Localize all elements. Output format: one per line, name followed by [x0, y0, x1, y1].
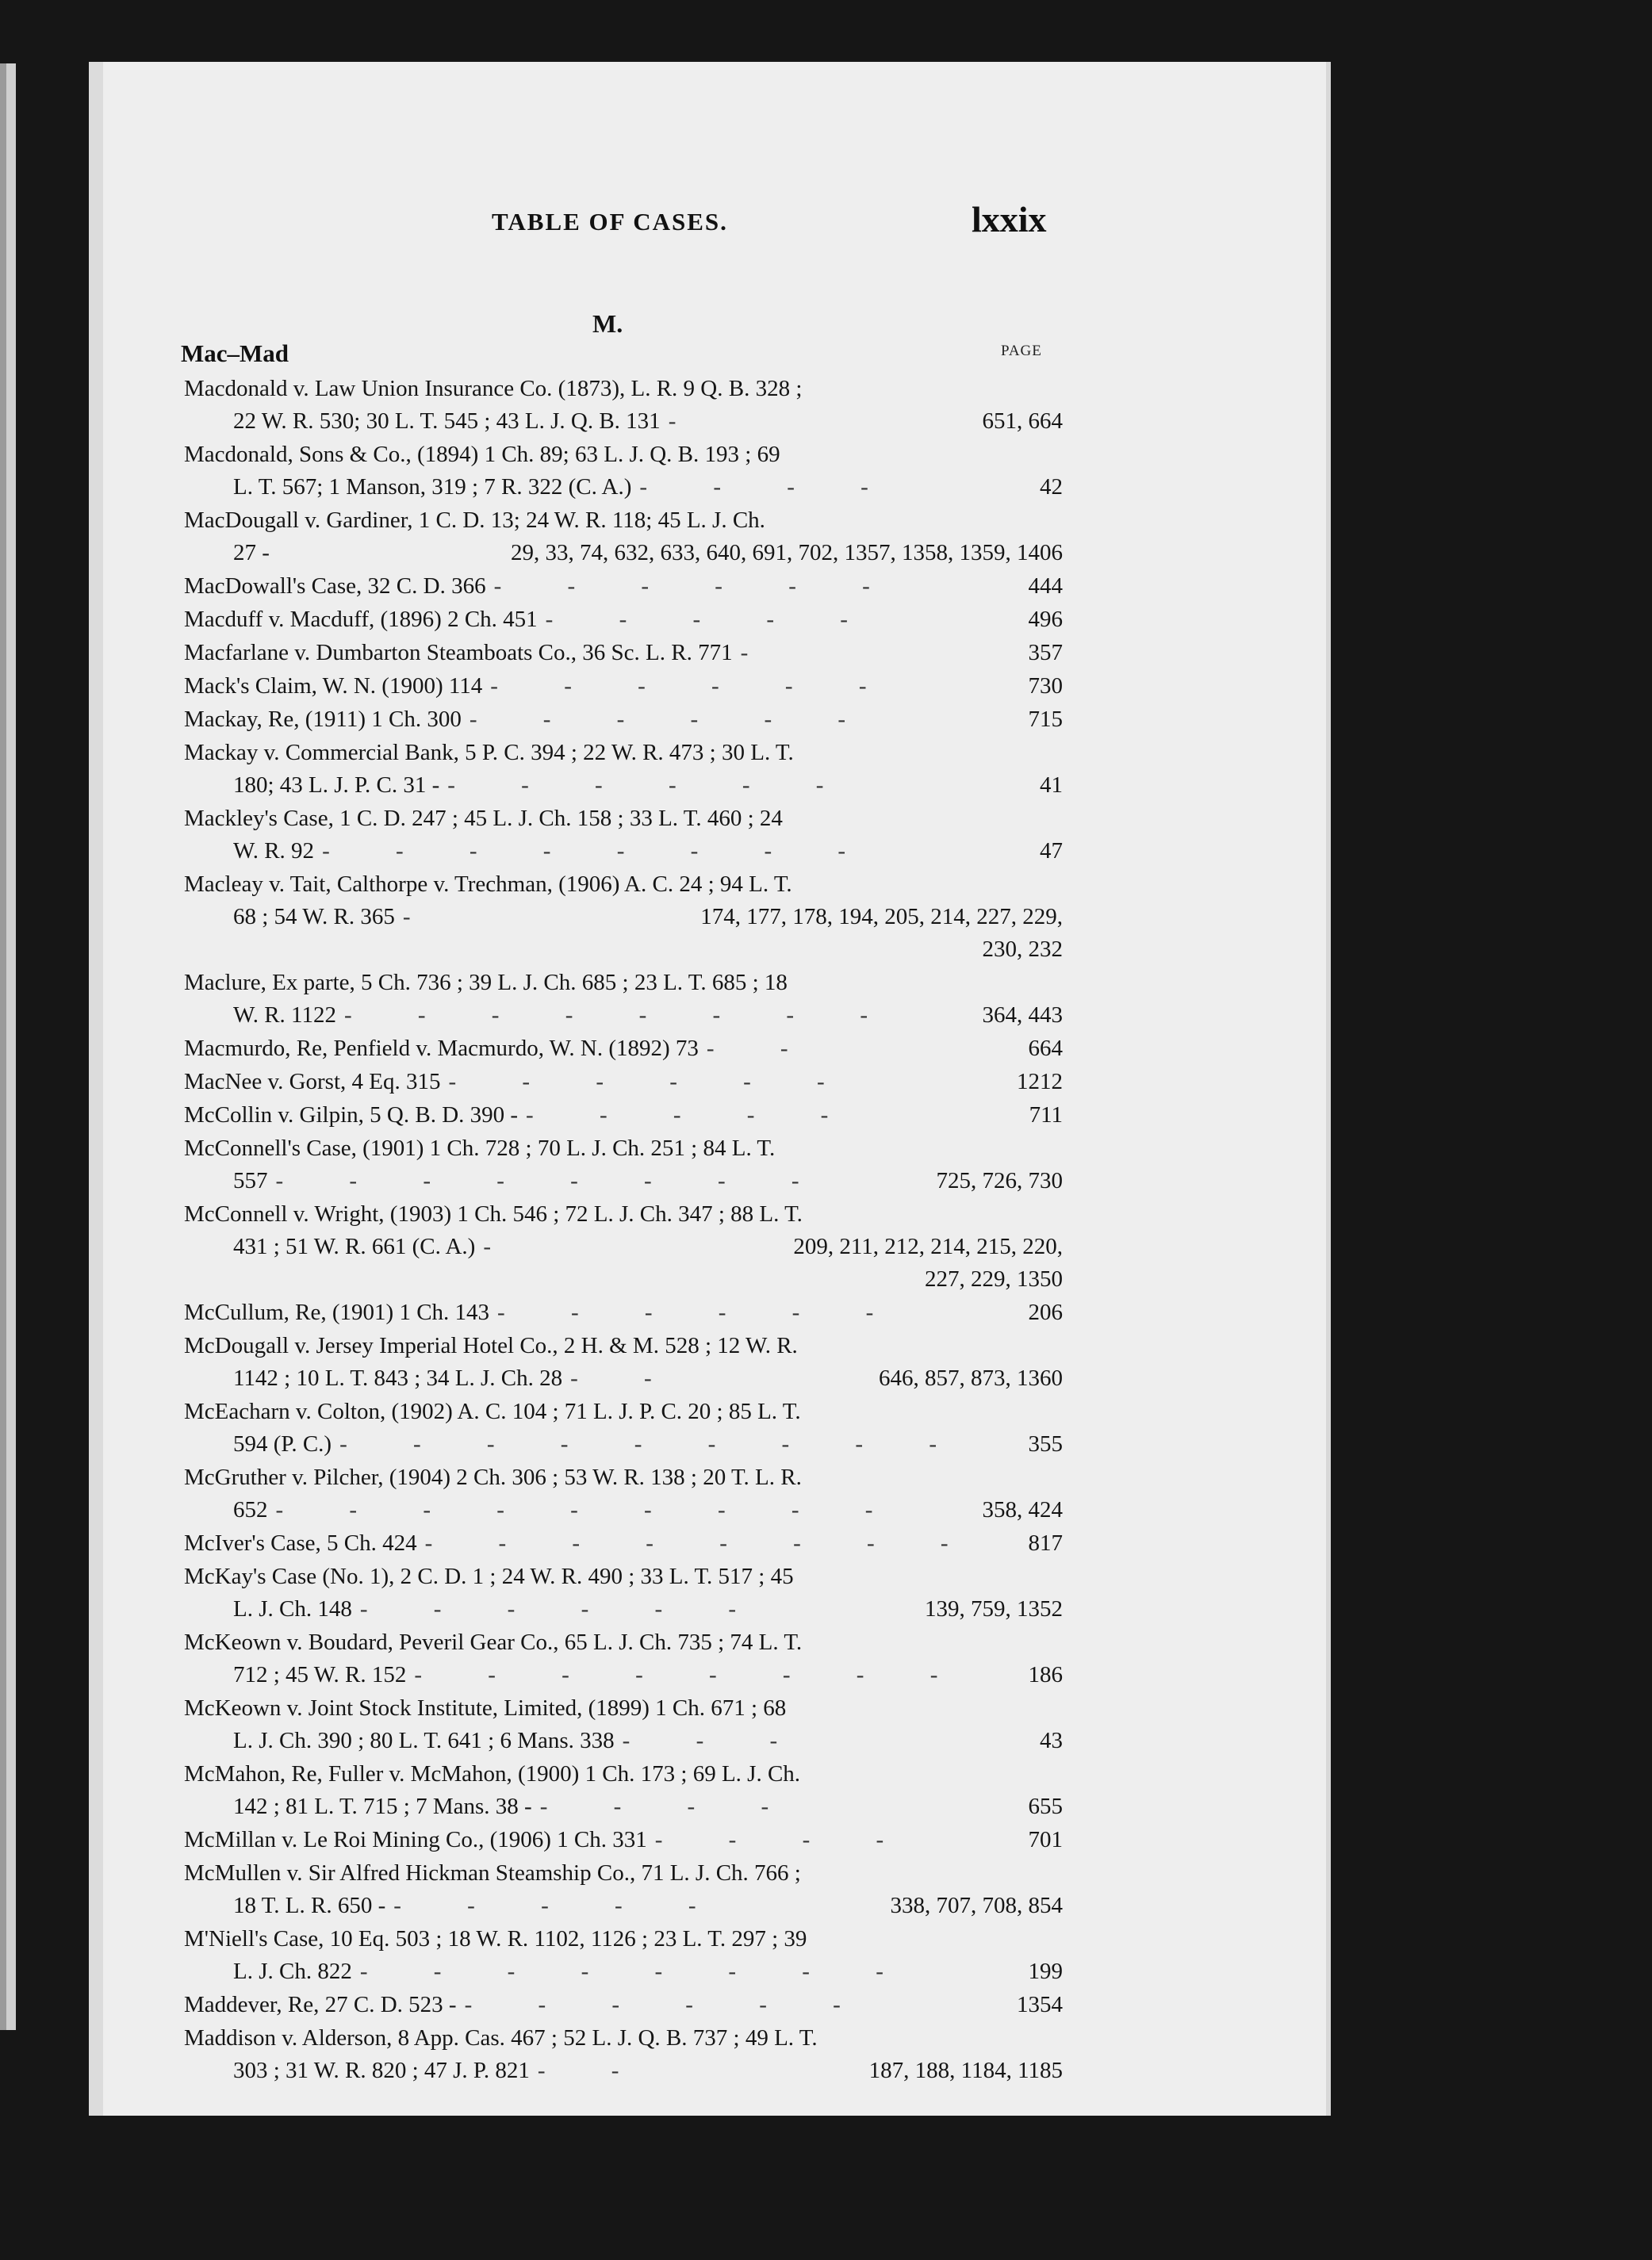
leader-dashes: - - - - - -	[448, 1069, 855, 1094]
entry-line	[184, 1758, 1063, 1791]
leader-dashes: - - - - - - - -	[275, 1168, 830, 1193]
leader-dashes: - - - -	[539, 1794, 799, 1819]
entry-continuation-line	[184, 1362, 1063, 1395]
page-reference: 655	[1028, 1794, 1063, 1819]
entry-line	[184, 1330, 1063, 1362]
case-entry	[184, 1758, 1063, 1823]
case-entry	[184, 1626, 1063, 1691]
case-entry	[184, 802, 1063, 868]
case-citation-continued: 1142 ; 10 L. T. 843 ; 34 L. J. Ch. 28	[233, 1366, 563, 1391]
page-reference: 43	[1040, 1728, 1063, 1753]
page-reference: 496	[1028, 607, 1063, 632]
case-citation: McCollin v. Gilpin, 5 Q. B. D. 390 -	[184, 1102, 519, 1128]
case-entry	[184, 737, 1063, 802]
case-citation: Macduff v. Macduff, (1896) 2 Ch. 451	[184, 607, 538, 632]
leader-dashes: - - - - -	[393, 1893, 726, 1918]
case-entry	[184, 1330, 1063, 1395]
adjacent-page-edge	[0, 63, 16, 2030]
case-citation-continued: 431 ; 51 W. R. 661 (C. A.)	[233, 1234, 476, 1259]
case-entry	[184, 2022, 1063, 2087]
entry-line	[184, 1527, 1063, 1560]
page-reference: 358, 424	[982, 1497, 1063, 1523]
leader-dashes: -	[483, 1234, 522, 1259]
case-citation: McDougall v. Jersey Imperial Hotel Co., 2 H. & M. 528 ; 12 W. R.	[184, 1333, 798, 1358]
case-entry	[184, 1396, 1063, 1461]
entry-line	[184, 1561, 1063, 1593]
case-entry	[184, 1561, 1063, 1626]
page-number: lxxix	[972, 199, 1047, 239]
entry-line	[184, 802, 1063, 835]
leader-dashes: - - - - - - - -	[343, 1002, 898, 1028]
entry-continuation-line	[184, 1955, 1063, 1988]
leader-dashes: -	[740, 640, 779, 665]
leader-dashes: -	[402, 904, 441, 929]
entry-line	[184, 1989, 1063, 2021]
leader-dashes: - - - - - -	[447, 772, 854, 798]
case-citation-continued: 142 ; 81 L. T. 715 ; 7 Mans. 38 -	[233, 1794, 532, 1819]
case-entry	[184, 439, 1063, 504]
case-citation: McMullen v. Sir Alfred Hickman Steamship Co., 71 L. J. Ch. 766 ;	[184, 1860, 801, 1886]
section-letter: M.	[592, 309, 623, 338]
page-reference-continued: 227, 229, 1350	[925, 1266, 1063, 1292]
entry-continuation-line	[184, 1231, 1063, 1263]
entry-line	[184, 670, 1063, 703]
page-reference: 338, 707, 708, 854	[890, 1893, 1063, 1918]
case-citation: McMahon, Re, Fuller v. McMahon, (1900) 1 Ch. 173 ; 69 L. J. Ch.	[184, 1761, 801, 1787]
entry-line	[184, 1857, 1063, 1890]
case-citation: Macmurdo, Re, Penfield v. Macmurdo, W. N. (1892) 73	[184, 1036, 699, 1061]
case-citation-continued: L. T. 567; 1 Manson, 319 ; 7 R. 322 (C. A.)	[233, 474, 632, 500]
leader-dashes: - - - - - -	[464, 1992, 871, 2017]
case-citation: McConnell v. Wright, (1903) 1 Ch. 546 ; 72 L. J. Ch. 347 ; 88 L. T.	[184, 1201, 803, 1227]
page-reference: 47	[1040, 838, 1063, 864]
entry-line	[184, 1923, 1063, 1955]
entry-line	[184, 1461, 1063, 1494]
case-entry	[184, 1032, 1063, 1065]
case-citation: Maddever, Re, 27 C. D. 523 -	[184, 1992, 457, 2017]
page-gutter-shade	[89, 62, 103, 2116]
case-citation: Mackley's Case, 1 C. D. 247 ; 45 L. J. Ch. 158 ; 33 L. T. 460 ; 24	[184, 806, 783, 831]
leader-dashes: - - -	[622, 1728, 808, 1753]
case-citation: Macleay v. Tait, Calthorpe v. Trechman, (1906) A. C. 24 ; 94 L. T.	[184, 871, 792, 897]
case-citation: M'Niell's Case, 10 Eq. 503 ; 18 W. R. 1102, 1126 ; 23 L. T. 297 ; 39	[184, 1926, 807, 1952]
entry-continuation-line	[184, 901, 1063, 933]
entry-continuation-line	[184, 1428, 1063, 1461]
entry-continuation-line	[184, 1791, 1063, 1823]
case-citation-continued: 27 -	[233, 540, 270, 565]
page-reference: 664	[1028, 1036, 1063, 1061]
entry-continuation-line	[184, 537, 1063, 569]
entry-continuation-line	[184, 1890, 1063, 1922]
entry-continuation-line	[184, 2055, 1063, 2087]
case-citation: McKay's Case (No. 1), 2 C. D. 1 ; 24 W. R. 490 ; 33 L. T. 517 ; 45	[184, 1564, 794, 1589]
leader-dashes: - -	[706, 1036, 818, 1061]
page-reference: 41	[1040, 772, 1063, 798]
page-reference: 730	[1028, 673, 1063, 699]
case-entry	[184, 1132, 1063, 1197]
entry-continuation-line	[184, 1725, 1063, 1757]
leader-dashes: - - - - - -	[493, 573, 900, 599]
leader-dashes: - - - - - -	[469, 707, 876, 732]
page-reference: 42	[1040, 474, 1063, 500]
page-reference: 646, 857, 873, 1360	[879, 1366, 1063, 1391]
entry-continuation-line	[184, 405, 1063, 438]
case-entry	[184, 637, 1063, 669]
case-citation: McMillan v. Le Roi Mining Co., (1906) 1 Ch. 331	[184, 1827, 647, 1852]
case-citation-continued: W. R. 92	[233, 838, 315, 864]
case-citation-continued: 303 ; 31 W. R. 820 ; 47 J. P. 821	[233, 2058, 530, 2083]
entry-line	[184, 868, 1063, 901]
entry-continuation-line	[184, 471, 1063, 504]
case-citation: McEacharn v. Colton, (1902) A. C. 104 ; 71 L. J. P. C. 20 ; 85 L. T.	[184, 1399, 801, 1424]
running-title: TABLE OF CASES.	[492, 208, 728, 236]
case-citation: Mackay, Re, (1911) 1 Ch. 300	[184, 707, 462, 732]
entry-line	[184, 570, 1063, 603]
leader-dashes: - - - - - -	[359, 1596, 767, 1622]
leader-dashes: - - - -	[639, 474, 899, 500]
page-reference: 651, 664	[982, 408, 1063, 434]
case-citation-continued: 18 T. L. R. 650 -	[233, 1893, 386, 1918]
entry-line	[184, 737, 1063, 769]
leader-dashes: - - - - - - - -	[424, 1530, 979, 1556]
case-citation-continued: 180; 43 L. J. P. C. 31 -	[233, 772, 440, 798]
page-reference: 364, 443	[982, 1002, 1063, 1028]
leader-dashes: - - - - - - - -	[359, 1959, 914, 1984]
page-reference: 186	[1028, 1662, 1063, 1687]
leader-dashes: -	[668, 408, 707, 434]
entry-line	[184, 967, 1063, 999]
case-entry	[184, 703, 1063, 736]
entry-continuation-line	[184, 1593, 1063, 1626]
leader-dashes: - - - - - -	[497, 1300, 904, 1325]
leader-dashes	[270, 537, 511, 569]
case-entry	[184, 1824, 1063, 1856]
case-citation-continued: 68 ; 54 W. R. 365	[233, 904, 395, 929]
entry-line	[184, 603, 1063, 636]
entry-line	[184, 1132, 1063, 1165]
case-citation: Maclure, Ex parte, 5 Ch. 736 ; 39 L. J. Ch. 685 ; 23 L. T. 685 ; 18	[184, 970, 788, 995]
case-citation: Macdonald v. Law Union Insurance Co. (1873), L. R. 9 Q. B. 328 ;	[184, 376, 803, 401]
page-reference: 715	[1028, 707, 1063, 732]
page-reference: 357	[1028, 640, 1063, 665]
case-entry	[184, 603, 1063, 636]
leader-dashes: - -	[537, 2058, 650, 2083]
entry-line	[184, 2022, 1063, 2055]
entry-line	[184, 1032, 1063, 1065]
case-citation-continued: 652	[233, 1497, 268, 1523]
entry-range: Mac–Mad	[181, 339, 289, 367]
leader-dashes: - - - -	[654, 1827, 914, 1852]
case-entry	[184, 1099, 1063, 1132]
entry-line	[184, 1626, 1063, 1659]
page-reference: 1212	[1017, 1069, 1063, 1094]
case-entry	[184, 1297, 1063, 1329]
case-entry	[184, 504, 1063, 569]
case-citation: MacNee v. Gorst, 4 Eq. 315	[184, 1069, 441, 1094]
case-citation: Maddison v. Alderson, 8 App. Cas. 467 ; 52 L. J. Q. B. 737 ; 49 L. T.	[184, 2025, 818, 2051]
entry-line	[184, 637, 1063, 669]
entry-line	[184, 439, 1063, 471]
page-reference: 174, 177, 178, 194, 205, 214, 227, 229,	[700, 904, 1063, 929]
case-citation: McConnell's Case, (1901) 1 Ch. 728 ; 70 L. J. Ch. 251 ; 84 L. T.	[184, 1136, 776, 1161]
leader-dashes: - - - - - - - - -	[339, 1431, 967, 1457]
page-reference: 725, 726, 730	[936, 1168, 1063, 1193]
entry-continuation-line	[184, 835, 1063, 868]
case-entry	[184, 1461, 1063, 1526]
case-citation: MacDowall's Case, 32 C. D. 366	[184, 573, 486, 599]
case-citation: McKeown v. Joint Stock Institute, Limited, (1899) 1 Ch. 671 ; 68	[184, 1695, 787, 1721]
case-citation: McKeown v. Boudard, Peveril Gear Co., 65 L. J. Ch. 735 ; 74 L. T.	[184, 1630, 803, 1655]
entry-line	[184, 1297, 1063, 1329]
entry-line	[184, 703, 1063, 736]
case-entry	[184, 967, 1063, 1032]
case-entry	[184, 373, 1063, 438]
case-citation-continued: 594 (P. C.)	[233, 1431, 332, 1457]
page-reference: 187, 188, 1184, 1185	[868, 2058, 1063, 2083]
case-citation: McCullum, Re, (1901) 1 Ch. 143	[184, 1300, 490, 1325]
case-entry	[184, 868, 1063, 966]
entry-continuation-line	[184, 999, 1063, 1032]
leader-dashes: - - - - - - - - -	[275, 1497, 903, 1523]
page-reference: 444	[1028, 573, 1063, 599]
case-entry	[184, 1692, 1063, 1757]
case-entry	[184, 1923, 1063, 1988]
page-reference: 139, 759, 1352	[925, 1596, 1063, 1622]
leader-dashes: - - - - -	[526, 1102, 859, 1128]
case-entry	[184, 1066, 1063, 1098]
page-reference: 209, 211, 212, 214, 215, 220,	[793, 1234, 1063, 1259]
case-citation-continued: 712 ; 45 W. R. 152	[233, 1662, 407, 1687]
page-reference: 355	[1028, 1431, 1063, 1457]
entry-line	[184, 373, 1063, 405]
leader-dashes: - - - - - - - -	[414, 1662, 968, 1687]
case-citation-continued: L. J. Ch. 390 ; 80 L. T. 641 ; 6 Mans. 338	[233, 1728, 615, 1753]
case-entry	[184, 1857, 1063, 1922]
entry-line	[184, 1824, 1063, 1856]
case-citation: Mackay v. Commercial Bank, 5 P. C. 394 ; 22 W. R. 473 ; 30 L. T.	[184, 740, 794, 765]
entry-continuation-line	[184, 1659, 1063, 1691]
leader-dashes: - - - - - - - -	[322, 838, 876, 864]
entry-continuation-line	[184, 1165, 1063, 1197]
page-reference: 701	[1028, 1827, 1063, 1852]
page-reference: 29, 33, 74, 632, 633, 640, 691, 702, 1357, 1358, 1359, 1406	[511, 540, 1063, 565]
leader-dashes: - - - - -	[545, 607, 878, 632]
case-citation-continued: W. R. 1122	[233, 1002, 336, 1028]
leader-dashes: - - - - - -	[490, 673, 897, 699]
case-entry	[184, 1989, 1063, 2021]
case-entry	[184, 1527, 1063, 1560]
case-entry	[184, 570, 1063, 603]
case-citation: Macdonald, Sons & Co., (1894) 1 Ch. 89; 63 L. J. Q. B. 193 ; 69	[184, 442, 780, 467]
page-reference: 206	[1028, 1300, 1063, 1325]
case-citation: MacDougall v. Gardiner, 1 C. D. 13; 24 W. R. 118; 45 L. J. Ch.	[184, 508, 765, 533]
entry-line	[184, 1066, 1063, 1098]
case-entry	[184, 1198, 1063, 1296]
page-column-header: PAGE	[1001, 343, 1042, 359]
case-citation: McIver's Case, 5 Ch. 424	[184, 1530, 417, 1556]
page-reference-continued: 230, 232	[982, 937, 1063, 962]
leader-dashes: - -	[570, 1366, 682, 1391]
case-entry	[184, 670, 1063, 703]
page-reference: 711	[1029, 1102, 1063, 1128]
case-citation: Macfarlane v. Dumbarton Steamboats Co., 36 Sc. L. R. 771	[184, 640, 733, 665]
entry-continuation-line	[184, 1494, 1063, 1526]
entry-line	[184, 1198, 1063, 1231]
page-reference: 817	[1028, 1530, 1063, 1556]
case-citation-continued: 557	[233, 1168, 268, 1193]
case-entries	[184, 373, 1063, 2088]
case-citation-continued: L. J. Ch. 148	[233, 1596, 352, 1622]
entry-line	[184, 1396, 1063, 1428]
entry-line	[184, 1099, 1063, 1132]
entry-line	[184, 504, 1063, 537]
case-citation-continued: 22 W. R. 530; 30 L. T. 545 ; 43 L. J. Q. B. 131	[233, 408, 661, 434]
case-citation: Mack's Claim, W. N. (1900) 114	[184, 673, 483, 699]
entry-continuation-line	[184, 769, 1063, 802]
case-citation: McGruther v. Pilcher, (1904) 2 Ch. 306 ; 53 W. R. 138 ; 20 T. L. R.	[184, 1465, 802, 1490]
entry-line	[184, 1692, 1063, 1725]
page-reference: 1354	[1017, 1992, 1063, 2017]
case-citation-continued: L. J. Ch. 822	[233, 1959, 352, 1984]
page-reference: 199	[1028, 1959, 1063, 1984]
